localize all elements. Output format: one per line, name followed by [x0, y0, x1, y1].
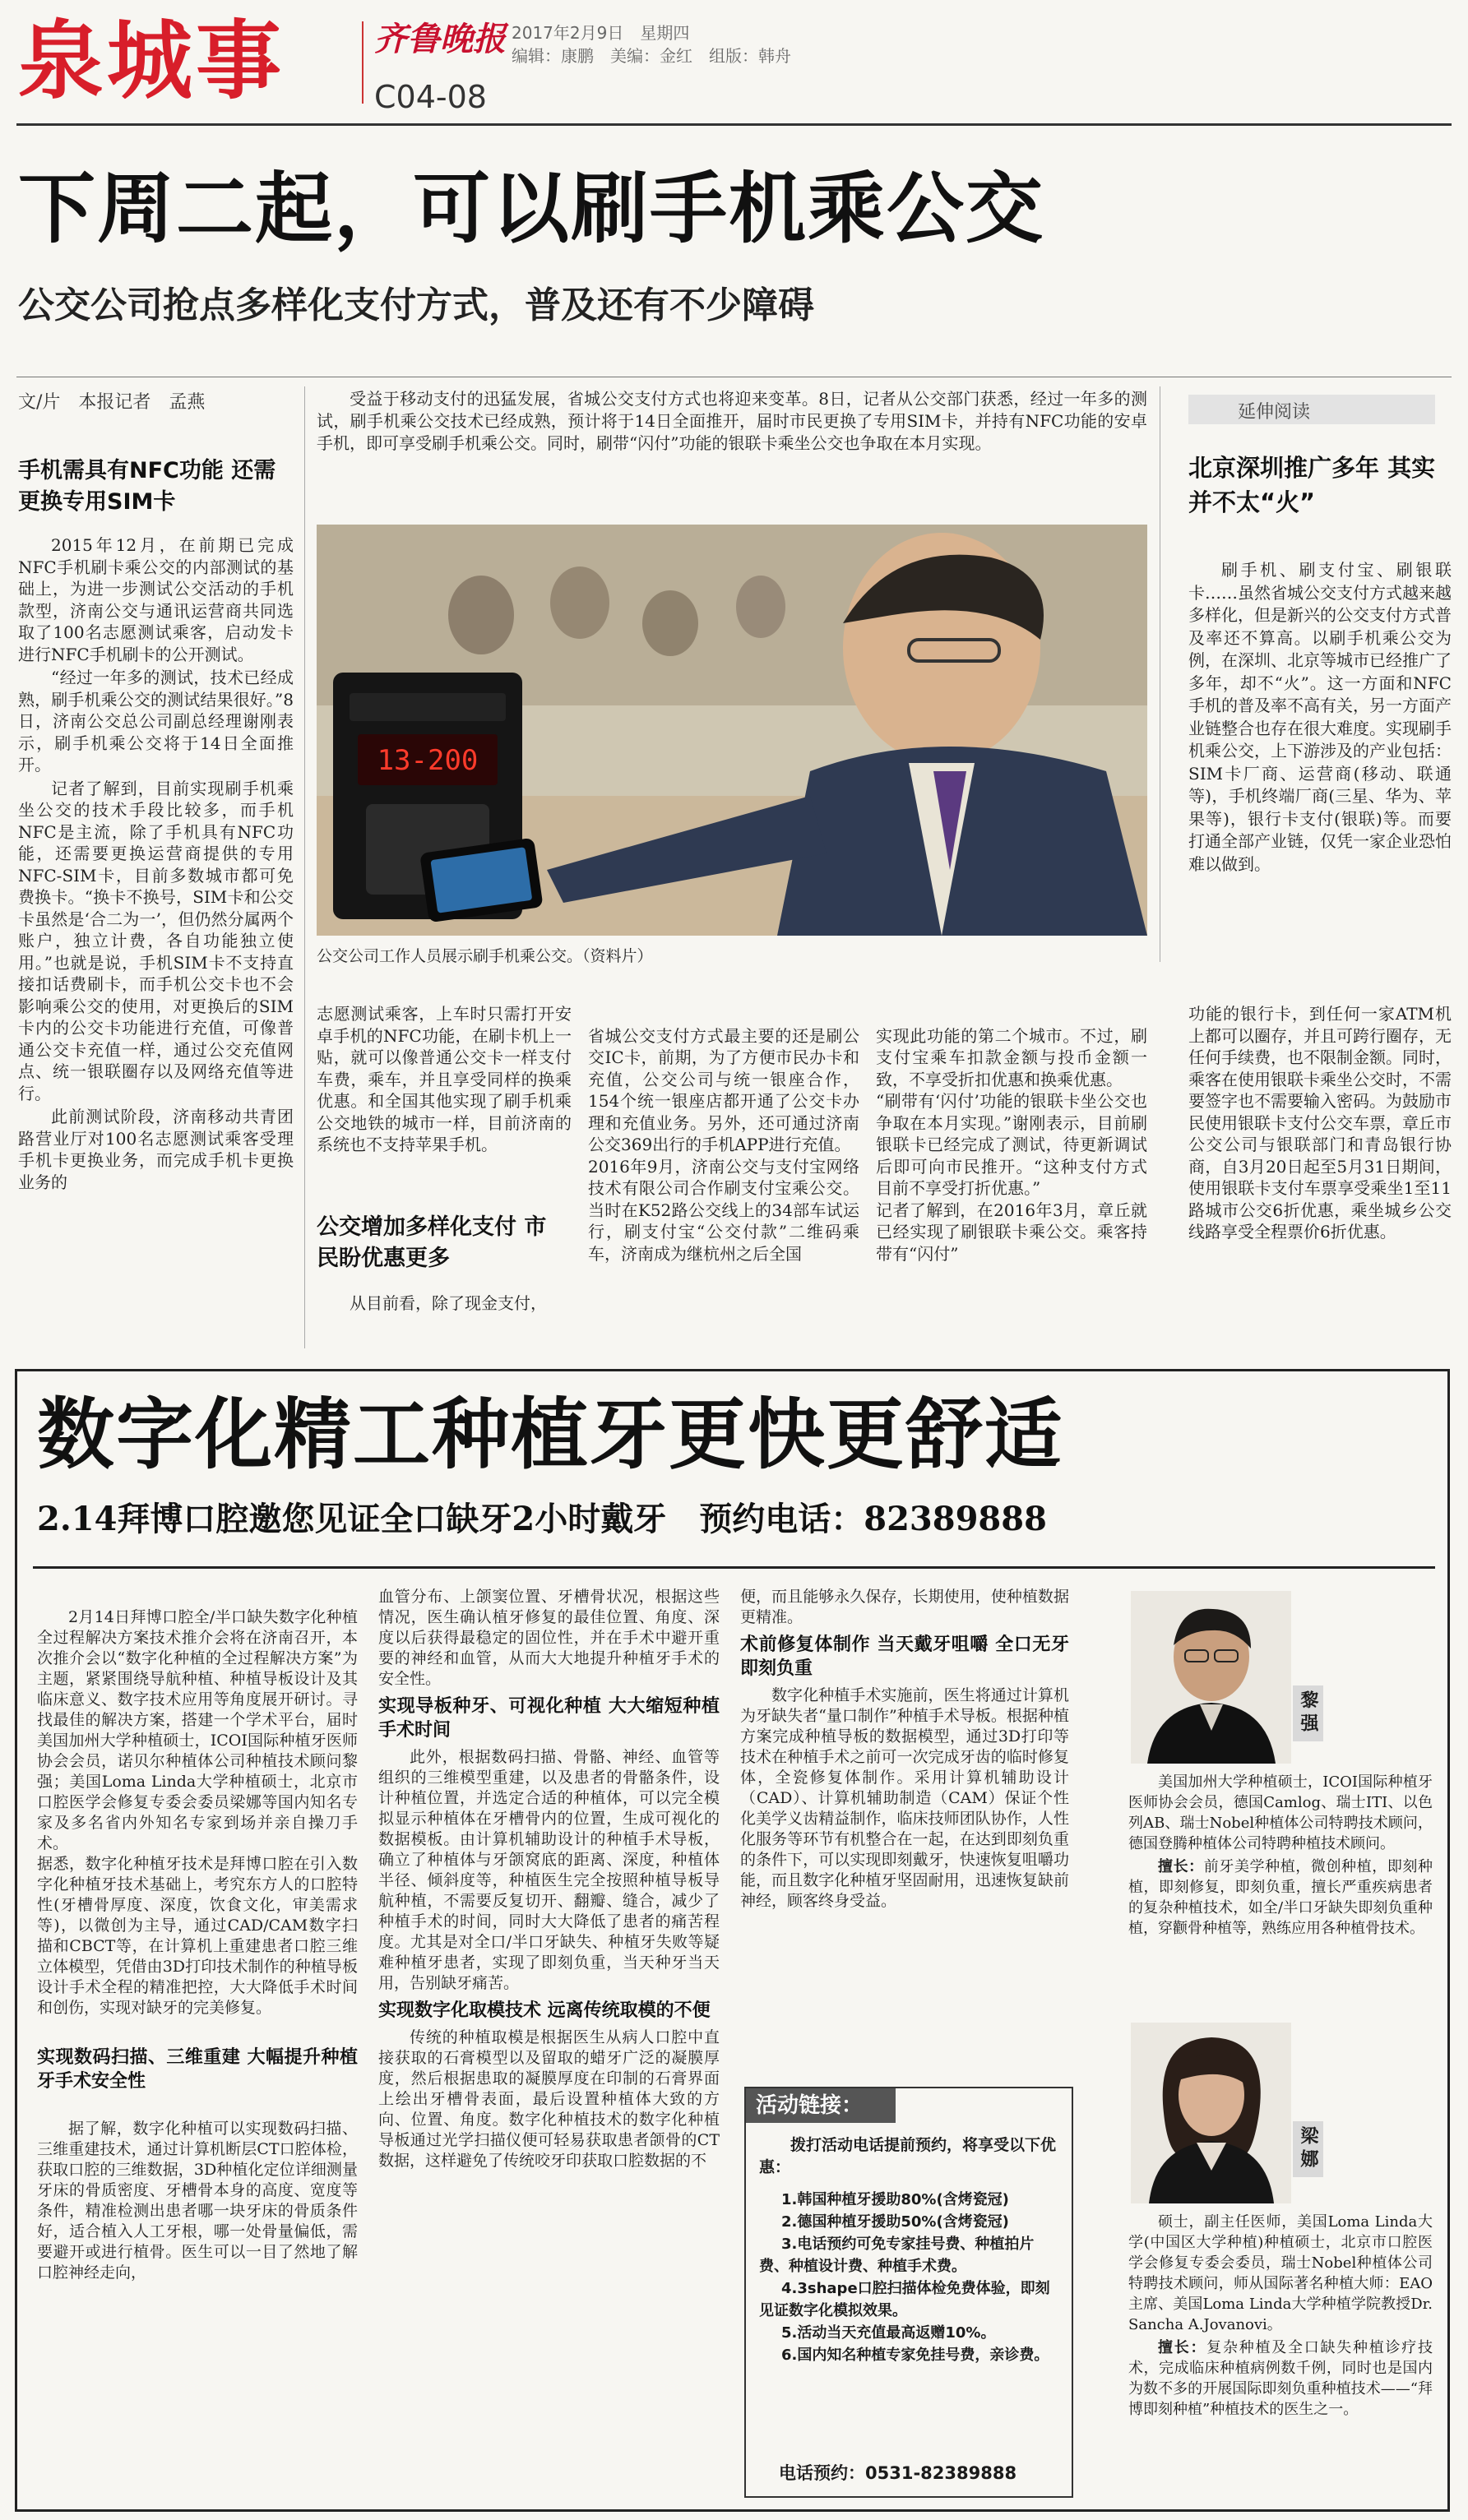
masthead-rule — [16, 123, 1452, 126]
photo-illustration — [317, 525, 1147, 936]
doctor-name-1: 黎强 — [1293, 1685, 1323, 1741]
doctor-photo-1 — [1131, 1591, 1291, 1764]
sub-headline: 公交公司抢点多样化支付方式，普及还有不少障碍 — [18, 284, 814, 326]
ad-column-3 — [740, 1587, 1069, 2047]
doctor1-bio-text: 美国加州大学种植硕士，ICOI国际种植牙医师协会会员，德国Camlog、瑞士ITI、以色列AB、瑞士Nobel种植体公司特聘技术顾问，德国登腾种植体公司特聘种植技术顾问。 — [1128, 1773, 1433, 1852]
activity-phone: 电话预约：0531-82389888 — [779, 2463, 1017, 2483]
column-divider — [304, 386, 305, 1348]
activity-intro: 拨打活动电话提前预约，将享受以下优惠： — [759, 2136, 1057, 2176]
ad-col2-subhead-2: 实现数字化取模技术 远离传统取模的不便 — [378, 2000, 711, 2021]
date-line: 2017年2月9日 星期四 — [512, 23, 690, 43]
left-paragraph: “经过一年多的测试，技术已经成熟，刷手机乘公交的测试结果很好。”8日，济南公交总公司副总经理谢刚表示，刷手机乘公交将于14日全面推开。 — [18, 668, 294, 774]
ad-col2-text: 血管分布、上颌窦位置、牙槽骨状况，根据这些情况，医生确认植牙修复的最佳位置、角度、深度以后获得最稳定的固位性，并在手术中避开重要的神经和血管，从而大大地提升种植牙手术的安全性。 — [378, 1588, 720, 1688]
ad-col3-body: 数字化种植手术实施前，医生将通过计算机为牙缺失者“量口制作”种植手术导板。根据种植方案完成种植导板的数据模型，通过3D打印等技术在种植手术之前可一次完成牙齿的临时修复体，全瓷修复体制作。采用计算机辅助设计（CAD）、计算机辅助制造（CAM）保证个性化美学义齿精益制作，临床技师团队协作，人性化服务等环节有机整合在一起，在达到即刻负重的条件下，可以实现即刻戴牙，快速恢复咀嚼功能，而且数字化种植牙坚固耐用，迅速恢复缺前神经，顾客终身受益。 — [740, 1686, 1069, 1910]
activity-item: 6.国内知名种植专家免挂号费，亲诊费。 — [781, 2347, 1049, 2364]
photo-caption: 公交公司工作人员展示刷手机乘公交。（资料片） — [317, 947, 653, 965]
left-paragraph: 此前测试阶段，济南移动共青团路营业厅对100名志愿测试乘客受理手机卡更换业务，而完成手机卡更换业务的 — [18, 1107, 294, 1192]
ad-col1-text: 2月14日拜博口腔全/半口缺失数字化种植全过程解决方案技术推介会将在济南召开，本次推介会以“数字化种植的全过程解决方案”为主题，紧紧围绕导航种植、种植导板设计及其临床意义、数字技术应用等角度展开研讨。寻找最佳的解决方案，搭建一个学术平台，届时美国加州大学种植硕士，ICOI国际种植牙医师协会会员，诺贝尔种植体公司种植技术顾问黎强；美国Loma Linda大学种植硕士，北京市口腔医学会修复专委会委员梁娜等国内知名专家及多名省内外知名专家到场并亲自操刀手术。 据悉，数字化种植牙技术是拜博口腔在引入数字化种植牙技术基础上，考究东方人的口腔特性(牙槽骨厚度、深度，饮食文化，审美需求等)，以微创为主导，通过CAD/CAM数字扫描和CBCT等，在计算机上重建患者口腔三维立体模型，凭借由3D打印技术制作的种植导板设计手术全程的精准把控，大大降低手术时间和创伤，实现对缺牙的完美修复。 — [37, 1608, 358, 2017]
ad-headline: 数字化精工种植牙更快更舒适 — [37, 1389, 1064, 1480]
ad-subheadline: 2.14拜博口腔邀您见证全口缺牙2小时戴牙 预约电话：82389888 — [37, 1500, 1047, 1538]
doctor-bio-2 — [1128, 2212, 1433, 2422]
left-article-column — [18, 534, 294, 1357]
lower-column-1 — [317, 1003, 572, 1200]
mid-paragraph — [317, 1292, 572, 1325]
doctor-photo-2 — [1131, 2023, 1291, 2203]
doctor2-bio-text: 硕士，副主任医师，美国Loma Linda大学(中国区大学种植)种植硕士，北京市口腔医学会修复专委会委员，瑞士Nobel种植体公司特聘技术顾问，师从国际著名种植大师：EAO主席、美国Loma Linda大学种植学院教授Dr. Sancha A.Jovanovi。 — [1128, 2213, 1433, 2333]
lower-column-3 — [876, 1003, 1147, 1348]
sidebar-article — [1188, 559, 1452, 970]
paper-logo: 齐鲁晚报 — [374, 20, 506, 58]
ad-col1-tail: 据了解，数字化种植可以实现数码扫描、三维重建技术，通过计算机断层CT口腔体检，获取口腔的三维数据，3D种植化定位详细测量牙床的骨质密度、牙槽骨本身的高度、宽度等条件，精准检测出患者哪一块牙床的骨质条件好，适合植入人工牙根，哪一处骨量偏低，需要避开或进行植骨。医生可以一目了然地了解口腔神经走向， — [37, 2120, 358, 2282]
lower-column-2 — [588, 1003, 859, 1348]
activity-list — [759, 2189, 1062, 2366]
ad-col3-text: 便，而且能够永久保存，长期使用，使种植数据更精准。 — [740, 1588, 1069, 1626]
doctor-portrait-1 — [1131, 1591, 1291, 1764]
ad-col3-subhead: 术前修复体制作 当天戴牙咀嚼 全口无牙即刻负重 — [740, 1635, 1069, 1679]
intro-paragraph — [317, 388, 1147, 495]
sidebar-tag-label: 延伸阅读 — [1238, 402, 1311, 423]
lower-column-4 — [1188, 1003, 1452, 1348]
activity-item: 1.韩国种植牙援助80%(含烤瓷冠) — [781, 2191, 1009, 2208]
activity-item: 5.活动当天充值最高返赠10%。 — [781, 2324, 996, 2342]
news-photo — [317, 525, 1147, 936]
activity-box — [744, 2087, 1073, 2498]
doctor2-skill-text: 复杂种植及全口缺失种植诊疗技术，完成临床种植病例数千例，同时也是国内为数不多的开展国际即刻负重种植技术——“拜博即刻种植”种植技术的医生之一。 — [1128, 2339, 1433, 2418]
doctor2-skill-label: 擅长： — [1158, 2339, 1207, 2356]
doctor1-skill-text: 前牙美学种植，微创种植，即刻种植，即刻修复，即刻负重，擅长严重疾病患者的复杂种植技术，如全/半口牙缺失即刻负重种植，穿颧骨种植等，熟练应用各种植骨技术。 — [1128, 1858, 1433, 1937]
doctor-portrait-2 — [1131, 2023, 1291, 2203]
ad-column-2 — [378, 1587, 720, 2499]
ad-col2-mid: 此外，根据数码扫描、骨骼、神经、血管等组织的三维模型重建，以及患者的骨骼条件，设计种植位置，并选定合适的种植体，可以完全模拟显示种植体在牙槽骨内的位置，生成可视化的数据模板。由计算机辅助设计的种植手术导板，确立了种植体与牙颌窝底的距离、深度，种植体半径、倾斜度等，种植医生完全按照种植导板导航种植，不需要反复切开、翻瓣、缝合，减少了种植手术的时间，同时大大降低了患者的痛苦程度。尤其是对全口/半口牙缺失、种植牙失败等疑难种植牙患者，实现了即刻负重，当天种牙当天用，告别缺牙痛苦。 — [378, 1748, 720, 1992]
reader-display-text: 13-200 — [377, 744, 479, 777]
activity-item: 3.电话预约可免专家挂号费、种植拍片费、种植设计费、种植手术费。 — [759, 2236, 1035, 2275]
doctor-name-2: 梁娜 — [1293, 2121, 1323, 2177]
masthead-divider — [362, 21, 364, 104]
doctor-bio-1 — [1128, 1772, 1433, 1941]
left-subhead: 手机需具有NFC功能 还需更换专用SIM卡 — [18, 458, 276, 515]
doctor2-skill-line — [1128, 2337, 1433, 2420]
sidebar-text: 刷手机、刷支付宝、刷银联卡……虽然省城公交支付方式越来越多样化，但是新兴的公交支付方式普及率还不算高。以刷手机乘公交为例，在深圳、北京等城市已经推广了多年，却不“火”。这一方面和NFC手机的普及率不高有关，另一方面产业链整合也存在很大难度。实现刷手机乘公交，上下游涉及的产业包括：SIM卡厂商、运营商(移动、联通等)，手机终端厂商(三星、华为、苹果等)，银行卡支付(银联)等。而要打通全部产业链，仅凭一家企业恐怕难以做到。 — [1188, 560, 1452, 874]
left-paragraph: 记者了解到，目前实现刷手机乘坐公交的技术手段比较多，而手机NFC是主流，除了手机具有NFC功能，还需要更换运营商提供的专用NFC-SIM卡，目前多数城市都可免费换卡。“换卡不换号，SIM卡和公交卡虽然是‘合二为一’，但仍然分属两个账户，独立计费，各自功能独立使用。”也就是说，手机SIM卡不支持直接扣话费刷卡，而手机公交卡也不会影响乘公交的使用，对更换后的SIM卡内的公交卡功能进行充值，可像普通公交卡充值一样，通过公交充值网点、统一银联圈存以及网络充值等进行。 — [18, 778, 294, 1103]
activity-title: 活动链接： — [746, 2088, 896, 2123]
staff-line: 编辑：康鹏 美编：金红 组版：韩舟 — [512, 46, 791, 66]
activity-item: 4.3shape口腔扫描体检免费体验，即刻见证数字化模拟效果。 — [759, 2280, 1050, 2319]
mid-paragraph-text: 从目前看，除了现金支付， — [350, 1293, 547, 1313]
doctor1-skill-line — [1128, 1856, 1433, 1939]
byline: 文/片 本报记者 孟燕 — [18, 392, 206, 413]
lower-column-text: 省城公交支付方式最主要的还是刷公交IC卡，前期，为了方便市民办卡和充值，公交公司与统一银座合作，154个统一银座店都开通了公交卡办理和充值业务。另外，还可通过济南公交369出行的手机APP进行充值。 2016年9月，济南公交与支付宝网络技术有限公司合作刷支付宝乘公交。当时在K52路公交线上的34部车试运行，刷支付宝“公交付款”二维码乘车，济南成为继杭州之后全国 — [588, 1025, 859, 1264]
sidebar-tag — [1188, 395, 1435, 424]
lower-column-text: 志愿测试乘客，上车时只需打开安卓手机的NFC功能，在刷卡机上一贴，就可以像普通公交卡一样支付车费，乘车，并且享受同样的换乘优惠。和全国其他实现了刷手机乘公交地铁的城市一样，目前济南的系统也不支持苹果手机。 — [317, 1004, 572, 1154]
main-headline: 下周二起，可以刷手机乘公交 — [18, 164, 1045, 254]
ad-col2-subhead-1: 实现导板种牙、可视化种植 大大缩短种植手术时间 — [378, 1696, 720, 1741]
lower-column-text: 功能的银行卡，到任何一家ATM机上都可以圈存，并且可跨行圈存，无任何手续费，也不限制金额。同时，乘客在使用银联卡乘坐公交时，不需要签字也不需要输入密码。为鼓励市民使用银联卡支付公交车票，章丘市公交公司与银联部门和青岛银行协商，自3月20日起至5月31日期间，使用银联卡支付车票享受乘坐1至11路城市公交6折优惠，乘坐城乡公交线路享受全程票价6折优惠。 — [1188, 1004, 1452, 1242]
section-title: 泉城事 — [18, 11, 285, 111]
ad-header-rule — [33, 1566, 1435, 1569]
intro-text: 受益于移动支付的迅猛发展，省城公交支付方式也将迎来变革。8日，记者从公交部门获悉，经过一年多的测试，刷手机乘公交技术已经成熟，预计将于14日全面推开，届时市民更换了专用SIM卡，并持有NFC功能的安卓手机，即可享受刷手机乘公交。同时，刷带“闪付”功能的银联卡乘坐公交也争取在本月实现。 — [317, 389, 1147, 453]
sidebar-title: 北京深圳推广多年 其实并不太“火” — [1188, 454, 1436, 516]
doctor1-skill-label: 擅长： — [1158, 1858, 1204, 1875]
ad-col2-tail: 传统的种植取模是根据医生从病人口腔中直接获取的石膏模型以及留取的蜡牙广泛的凝膜厚度，然后根据患取的凝膜厚度在印制的石膏界面上绘出牙槽骨表面，最后设置种植体大致的方向、位置、角度。数字化种植技术的数字化种植导板通过光学扫描仪便可轻易获取患者颌骨的CT数据，这样避免了传统咬牙印获取口腔数据的不 — [378, 2028, 720, 2170]
lower-column-text: 实现此功能的第二个城市。不过，刷支付宝乘车扣款金额与投币金额一致，不享受折扣优惠和换乘优惠。 “刷带有‘闪付’功能的银联卡坐公交也争取在本月实现。”谢刚表示，目前刷银联卡已经完成了测试，待更新调试后即可向市民推开。“这种支付方式目前不享受打折优惠。” 记者了解到，在2016年3月，章丘就已经实现了刷银联卡乘公交。乘客持带有“闪付” — [876, 1025, 1147, 1264]
ad-column-1 — [37, 1587, 358, 2499]
page-number: C04-08 — [374, 79, 487, 115]
mid-subhead: 公交增加多样化支付 市民盼优惠更多 — [317, 1214, 547, 1271]
ad-col1-subhead: 实现数码扫描、三维重建 大幅提升种植牙手术安全性 — [37, 2047, 358, 2092]
left-paragraph: 2015年12月，在前期已完成NFC手机刷卡乘公交的内部测试的基础上，为进一步测试公交活动的手机款型，济南公交与通讯运营商共同选取了100名志愿测试乘客，启动发卡进行NFC手机刷卡的公开测试。 — [18, 535, 294, 664]
activity-item: 2.德国种植牙援助50%(含烤瓷冠) — [781, 2213, 1009, 2231]
